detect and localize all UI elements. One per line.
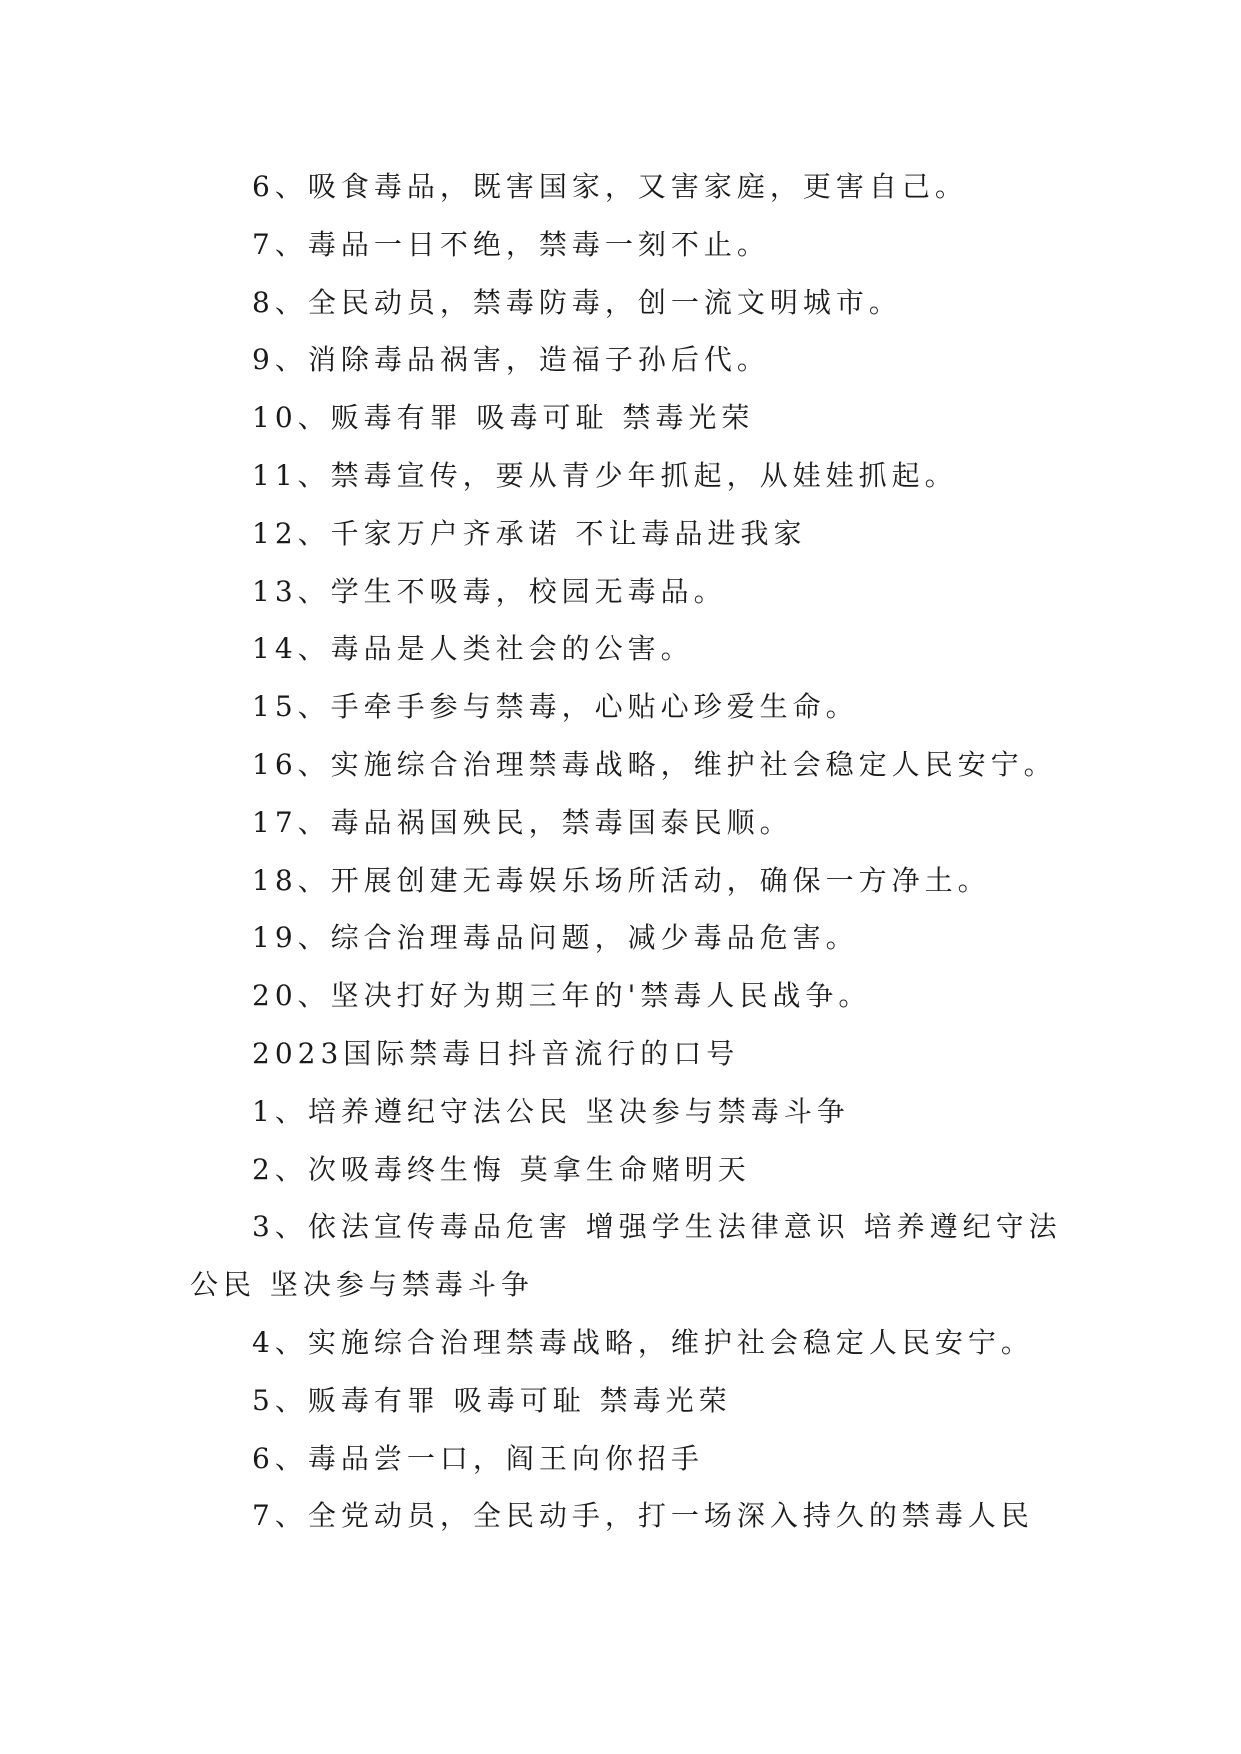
list-item: 15、手牵手参与禁毒，心贴心珍爱生命。	[252, 690, 859, 724]
list-item: 6、吸食毒品，既害国家，又害家庭，更害自己。	[252, 170, 968, 203]
list-item: 20、坚决打好为期三年的'禁毒人民战争。	[252, 979, 872, 1013]
list-item: 4、实施综合治理禁毒战略，维护社会稳定人民安宁。	[252, 1325, 1034, 1359]
list-item: 5、贩毒有罪 吸毒可耻 禁毒光荣	[252, 1383, 732, 1417]
list-item: 7、毒品一日不绝，禁毒一刻不止。	[252, 227, 770, 261]
list-item: 2、次吸毒终生悔 莫拿生命赌明天	[252, 1152, 751, 1186]
list-item: 11、禁毒宣传，要从青少年抓起，从娃娃抓起。	[252, 458, 958, 492]
list-item: 10、贩毒有罪 吸毒可耻 禁毒光荣	[252, 401, 755, 435]
list-item: 18、开展创建无毒娱乐场所活动，确保一方净土。	[252, 863, 991, 897]
list-item: 14、毒品是人类社会的公害。	[252, 632, 694, 666]
list-item: 1、培养遵纪守法公民 坚决参与禁毒斗争	[252, 1094, 850, 1128]
list-item: 13、学生不吸毒，校园无毒品。	[252, 574, 727, 608]
list-item: 9、消除毒品祸害，造福子孙后代。	[252, 343, 770, 377]
list-item: 17、毒品祸国殃民，禁毒国泰民顺。	[252, 805, 793, 839]
list-item: 3、依法宣传毒品危害 增强学生法律意识 培养遵纪守法公民 坚决参与禁毒斗争	[190, 1210, 1062, 1302]
list-item: 6、毒品尝一口，阎王向你招手	[252, 1441, 704, 1475]
list-item: 16、实施综合治理禁毒战略，维护社会稳定人民安宁。	[252, 747, 1057, 781]
list-item: 7、全党动员，全民动手，打一场深入持久的禁毒人民	[252, 1499, 1034, 1533]
document-body	[190, 158, 1070, 1545]
list-item: 19、综合治理毒品问题，减少毒品危害。	[252, 921, 859, 955]
section-heading: 2023国际禁毒日抖音流行的口号	[252, 1036, 740, 1070]
list-item: 8、全民动员，禁毒防毒，创一流文明城市。	[252, 285, 902, 319]
list-item: 12、千家万户齐承诺 不让毒品进我家	[252, 516, 807, 550]
